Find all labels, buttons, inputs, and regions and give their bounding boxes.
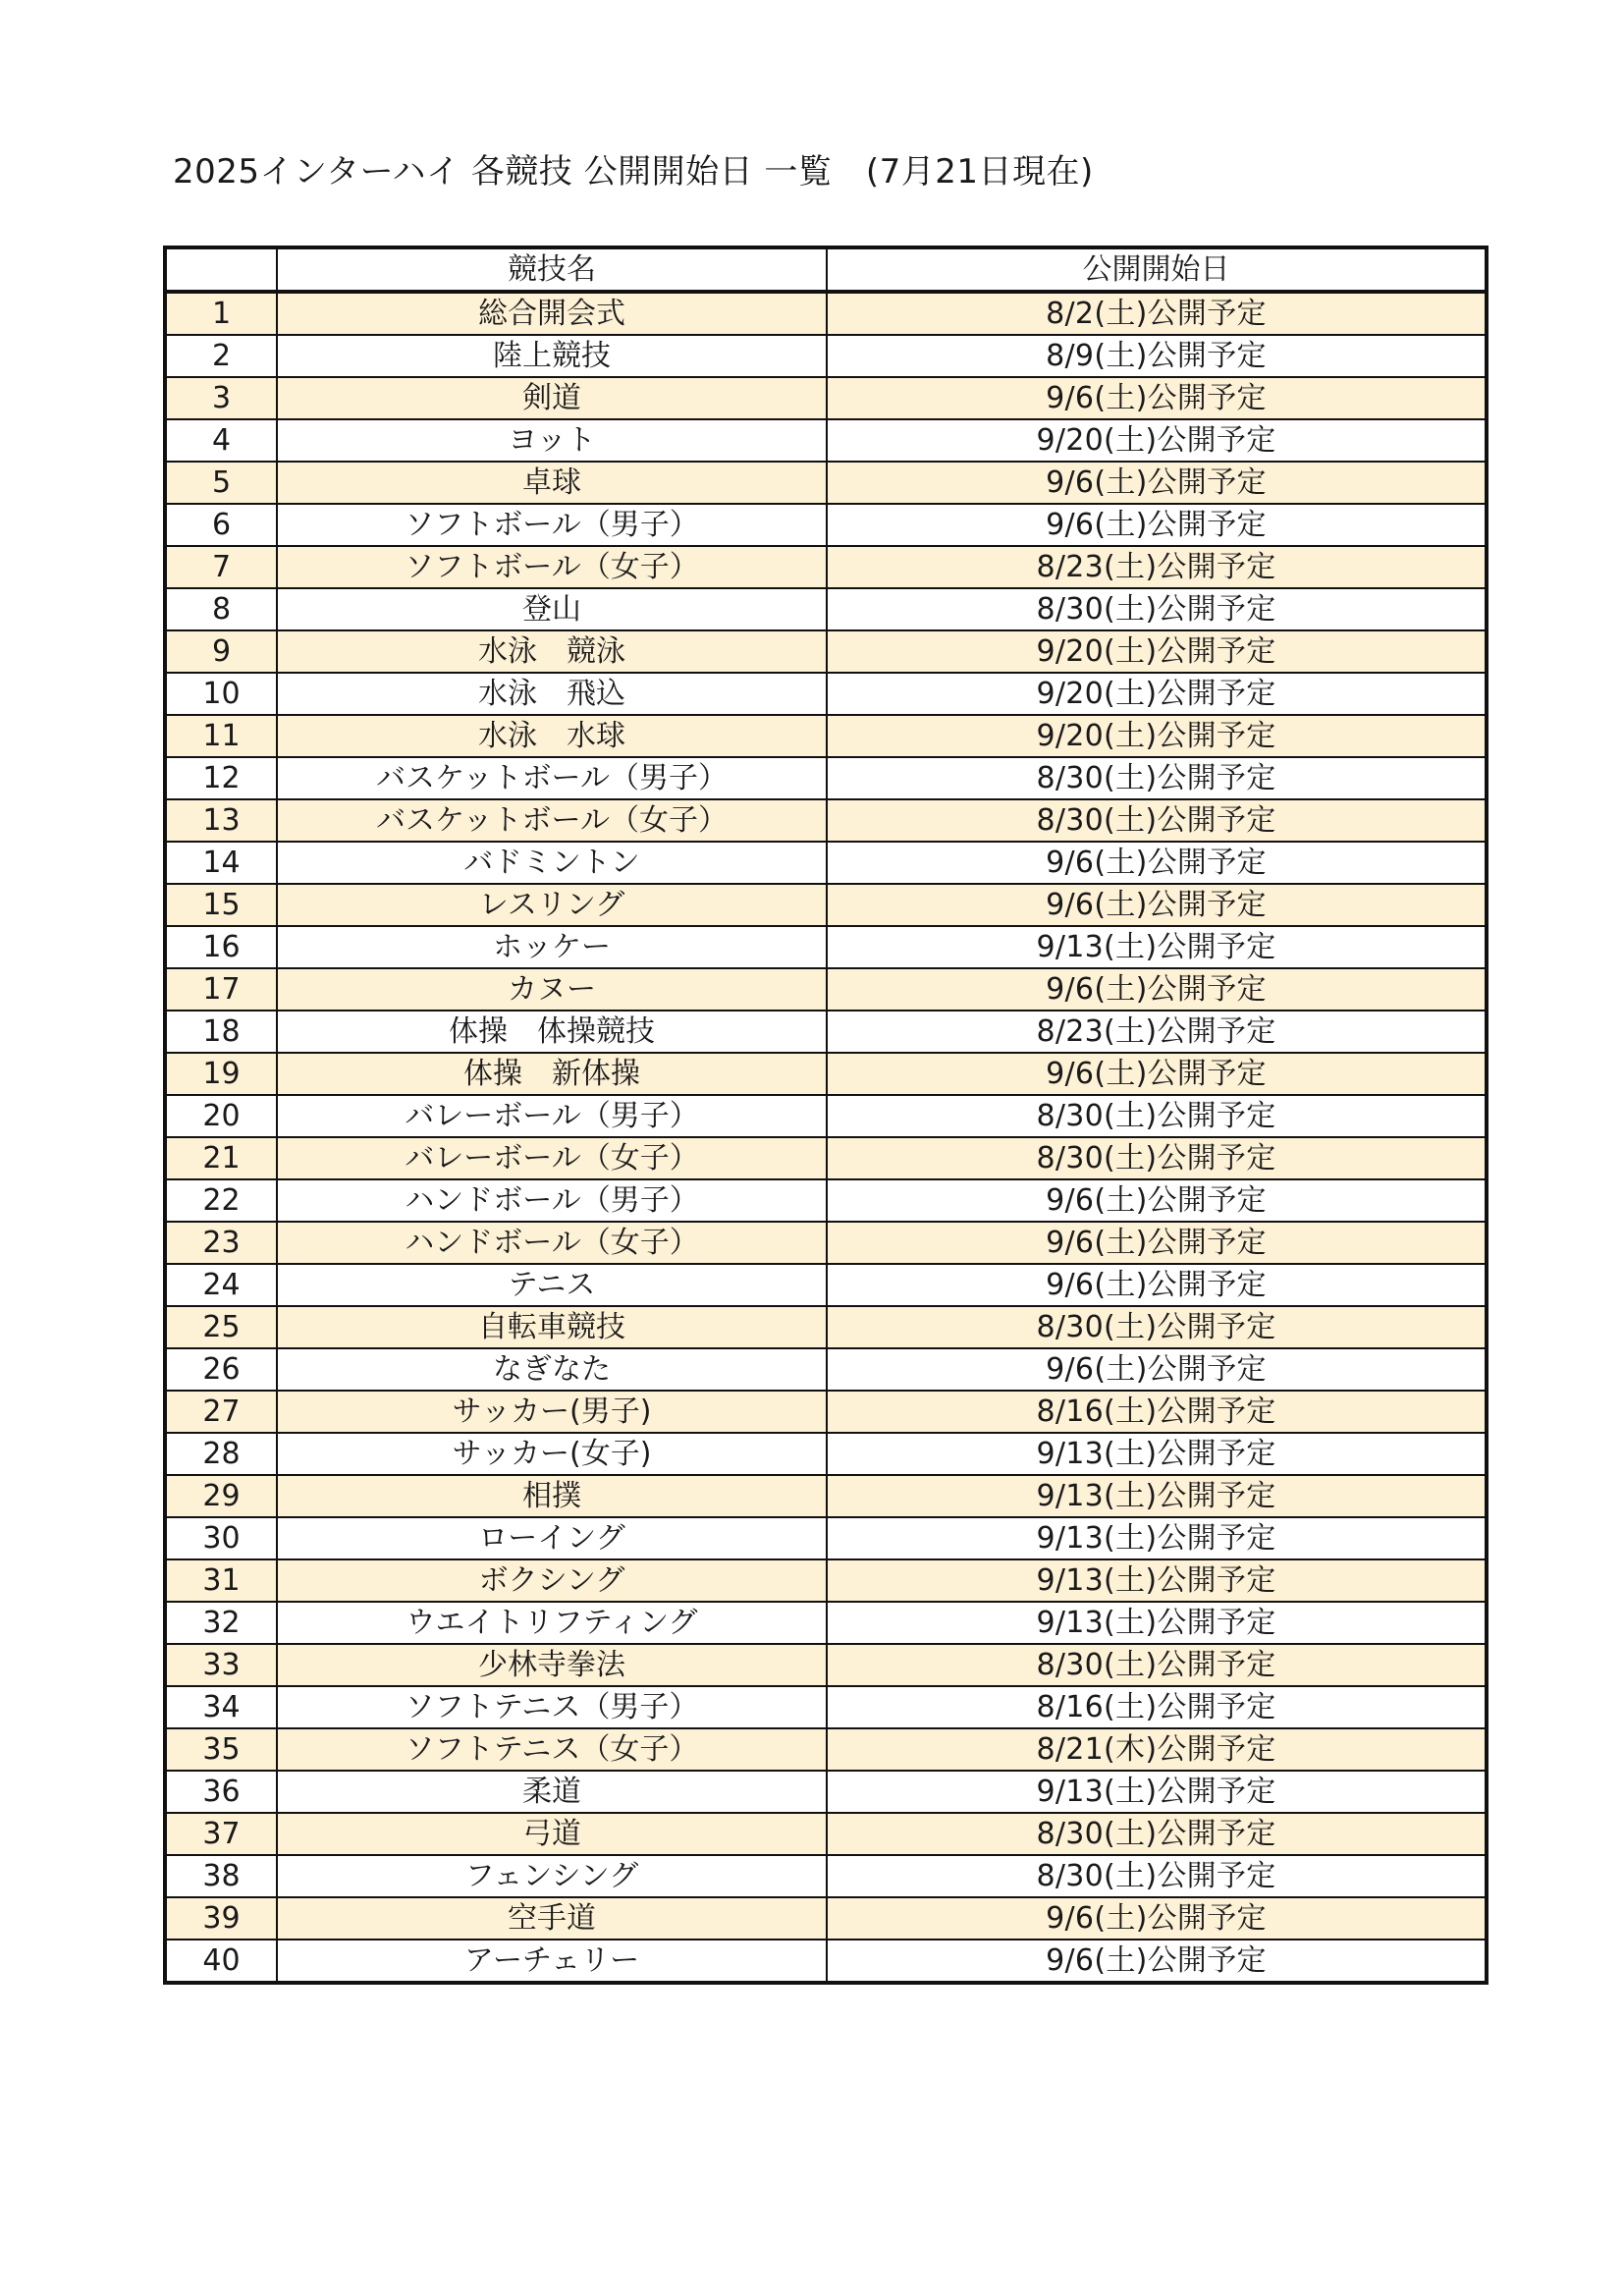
header-sport-name: 競技名 xyxy=(277,247,827,292)
sport-name-cell: バレーボール（男子） xyxy=(277,1095,827,1137)
sport-name-cell: 水泳 競泳 xyxy=(277,630,827,673)
release-date-cell: 8/21(木)公開予定 xyxy=(827,1728,1487,1771)
row-number-cell: 8 xyxy=(165,588,277,630)
release-date-cell: 8/30(土)公開予定 xyxy=(827,1137,1487,1179)
row-number-cell: 5 xyxy=(165,462,277,504)
release-date-cell: 9/13(土)公開予定 xyxy=(827,1433,1487,1475)
sport-name-cell: 総合開会式 xyxy=(277,292,827,335)
table-row xyxy=(165,673,1487,715)
table-row xyxy=(165,757,1487,799)
table-row xyxy=(165,1011,1487,1053)
sport-name-cell: ソフトボール（女子） xyxy=(277,546,827,588)
row-number-cell: 11 xyxy=(165,715,277,757)
row-number-cell: 15 xyxy=(165,884,277,926)
table-row xyxy=(165,1771,1487,1813)
sport-name-cell: バドミントン xyxy=(277,842,827,884)
table-row xyxy=(165,1686,1487,1728)
row-number-cell: 31 xyxy=(165,1559,277,1602)
header-release-date: 公開開始日 xyxy=(827,247,1487,292)
sport-name-cell: ソフトボール（男子） xyxy=(277,504,827,546)
release-date-cell: 9/13(土)公開予定 xyxy=(827,1602,1487,1644)
row-number-cell: 4 xyxy=(165,419,277,462)
table-row xyxy=(165,1940,1487,1983)
release-date-cell: 9/6(土)公開予定 xyxy=(827,1897,1487,1940)
row-number-cell: 14 xyxy=(165,842,277,884)
release-date-cell: 9/13(土)公開予定 xyxy=(827,926,1487,968)
row-number-cell: 1 xyxy=(165,292,277,335)
release-date-cell: 8/16(土)公開予定 xyxy=(827,1686,1487,1728)
sport-name-cell: フェンシング xyxy=(277,1855,827,1897)
table-row xyxy=(165,1137,1487,1179)
table-row xyxy=(165,1855,1487,1897)
table-row xyxy=(165,1222,1487,1264)
table-row xyxy=(165,1053,1487,1095)
row-number-cell: 17 xyxy=(165,968,277,1011)
release-date-cell: 9/13(土)公開予定 xyxy=(827,1517,1487,1559)
row-number-cell: 24 xyxy=(165,1264,277,1306)
sport-name-cell: 弓道 xyxy=(277,1813,827,1855)
release-date-cell: 9/6(土)公開予定 xyxy=(827,504,1487,546)
release-date-cell: 9/6(土)公開予定 xyxy=(827,1053,1487,1095)
sport-name-cell: 体操 体操競技 xyxy=(277,1011,827,1053)
row-number-cell: 27 xyxy=(165,1391,277,1433)
release-date-cell: 9/6(土)公開予定 xyxy=(827,377,1487,419)
row-number-cell: 28 xyxy=(165,1433,277,1475)
table-row xyxy=(165,1348,1487,1391)
row-number-cell: 33 xyxy=(165,1644,277,1686)
sport-name-cell: ヨット xyxy=(277,419,827,462)
table-header xyxy=(165,247,1487,292)
sport-name-cell: ソフトテニス（女子） xyxy=(277,1728,827,1771)
table-row xyxy=(165,715,1487,757)
row-number-cell: 29 xyxy=(165,1475,277,1517)
header-row xyxy=(165,247,1487,292)
row-number-cell: 2 xyxy=(165,335,277,377)
sport-name-cell: ハンドボール（男子） xyxy=(277,1179,827,1222)
table-body xyxy=(165,292,1487,1983)
release-date-cell: 8/30(土)公開予定 xyxy=(827,1644,1487,1686)
release-date-cell: 8/30(土)公開予定 xyxy=(827,757,1487,799)
row-number-cell: 39 xyxy=(165,1897,277,1940)
row-number-cell: 13 xyxy=(165,799,277,842)
table-row xyxy=(165,1475,1487,1517)
sport-name-cell: サッカー(女子) xyxy=(277,1433,827,1475)
table-row xyxy=(165,1728,1487,1771)
sport-name-cell: 少林寺拳法 xyxy=(277,1644,827,1686)
table-row xyxy=(165,588,1487,630)
sport-name-cell: 陸上競技 xyxy=(277,335,827,377)
sport-name-cell: 登山 xyxy=(277,588,827,630)
table-row xyxy=(165,377,1487,419)
row-number-cell: 26 xyxy=(165,1348,277,1391)
header-number xyxy=(165,247,277,292)
row-number-cell: 37 xyxy=(165,1813,277,1855)
release-date-cell: 8/30(土)公開予定 xyxy=(827,588,1487,630)
release-date-cell: 9/13(土)公開予定 xyxy=(827,1559,1487,1602)
row-number-cell: 12 xyxy=(165,757,277,799)
sport-name-cell: 相撲 xyxy=(277,1475,827,1517)
row-number-cell: 19 xyxy=(165,1053,277,1095)
release-date-cell: 9/6(土)公開予定 xyxy=(827,1940,1487,1983)
sport-name-cell: バレーボール（女子） xyxy=(277,1137,827,1179)
sport-name-cell: ボクシング xyxy=(277,1559,827,1602)
release-date-cell: 8/30(土)公開予定 xyxy=(827,1855,1487,1897)
release-date-cell: 9/6(土)公開予定 xyxy=(827,1179,1487,1222)
sport-name-cell: ホッケー xyxy=(277,926,827,968)
release-date-cell: 9/6(土)公開予定 xyxy=(827,884,1487,926)
release-date-cell: 9/6(土)公開予定 xyxy=(827,1348,1487,1391)
row-number-cell: 30 xyxy=(165,1517,277,1559)
table-row xyxy=(165,504,1487,546)
row-number-cell: 40 xyxy=(165,1940,277,1983)
release-date-cell: 8/16(土)公開予定 xyxy=(827,1391,1487,1433)
table-row xyxy=(165,968,1487,1011)
sport-name-cell: バスケットボール（女子） xyxy=(277,799,827,842)
table-row xyxy=(165,630,1487,673)
row-number-cell: 21 xyxy=(165,1137,277,1179)
table-row xyxy=(165,1391,1487,1433)
table-row xyxy=(165,292,1487,335)
table-row xyxy=(165,1559,1487,1602)
release-date-cell: 8/9(土)公開予定 xyxy=(827,335,1487,377)
sport-name-cell: ローイング xyxy=(277,1517,827,1559)
sport-name-cell: 空手道 xyxy=(277,1897,827,1940)
release-date-cell: 9/6(土)公開予定 xyxy=(827,1264,1487,1306)
table-row xyxy=(165,1179,1487,1222)
sport-name-cell: 自転車競技 xyxy=(277,1306,827,1348)
row-number-cell: 18 xyxy=(165,1011,277,1053)
release-date-cell: 9/20(土)公開予定 xyxy=(827,673,1487,715)
page-title: 2025インターハイ 各競技 公開開始日 一覧 (7月21日現在) xyxy=(173,152,1094,191)
release-date-cell: 9/20(土)公開予定 xyxy=(827,419,1487,462)
table-row xyxy=(165,419,1487,462)
release-date-cell: 8/2(土)公開予定 xyxy=(827,292,1487,335)
row-number-cell: 35 xyxy=(165,1728,277,1771)
sport-name-cell: 剣道 xyxy=(277,377,827,419)
sport-name-cell: バスケットボール（男子） xyxy=(277,757,827,799)
row-number-cell: 16 xyxy=(165,926,277,968)
table-row xyxy=(165,462,1487,504)
release-date-cell: 8/30(土)公開予定 xyxy=(827,1095,1487,1137)
table-row xyxy=(165,884,1487,926)
row-number-cell: 22 xyxy=(165,1179,277,1222)
release-date-cell: 8/30(土)公開予定 xyxy=(827,1306,1487,1348)
sport-name-cell: ハンドボール（女子） xyxy=(277,1222,827,1264)
sport-name-cell: 体操 新体操 xyxy=(277,1053,827,1095)
row-number-cell: 36 xyxy=(165,1771,277,1813)
release-date-cell: 9/6(土)公開予定 xyxy=(827,1222,1487,1264)
table-row xyxy=(165,926,1487,968)
release-date-cell: 8/23(土)公開予定 xyxy=(827,1011,1487,1053)
table-row xyxy=(165,335,1487,377)
row-number-cell: 32 xyxy=(165,1602,277,1644)
row-number-cell: 3 xyxy=(165,377,277,419)
table-row xyxy=(165,799,1487,842)
release-date-cell: 9/13(土)公開予定 xyxy=(827,1475,1487,1517)
sport-name-cell: なぎなた xyxy=(277,1348,827,1391)
sport-name-cell: サッカー(男子) xyxy=(277,1391,827,1433)
row-number-cell: 9 xyxy=(165,630,277,673)
schedule-table xyxy=(163,246,1489,1985)
release-date-cell: 9/20(土)公開予定 xyxy=(827,715,1487,757)
row-number-cell: 34 xyxy=(165,1686,277,1728)
sport-name-cell: 卓球 xyxy=(277,462,827,504)
row-number-cell: 7 xyxy=(165,546,277,588)
sport-name-cell: レスリング xyxy=(277,884,827,926)
sport-name-cell: ウエイトリフティング xyxy=(277,1602,827,1644)
release-date-cell: 9/6(土)公開予定 xyxy=(827,842,1487,884)
release-date-cell: 8/23(土)公開予定 xyxy=(827,546,1487,588)
sport-name-cell: 柔道 xyxy=(277,1771,827,1813)
release-date-cell: 8/30(土)公開予定 xyxy=(827,1813,1487,1855)
release-date-cell: 8/30(土)公開予定 xyxy=(827,799,1487,842)
release-date-cell: 9/13(土)公開予定 xyxy=(827,1771,1487,1813)
sport-name-cell: 水泳 水球 xyxy=(277,715,827,757)
table-row xyxy=(165,1813,1487,1855)
sport-name-cell: テニス xyxy=(277,1264,827,1306)
row-number-cell: 38 xyxy=(165,1855,277,1897)
row-number-cell: 20 xyxy=(165,1095,277,1137)
release-date-cell: 9/6(土)公開予定 xyxy=(827,462,1487,504)
table-row xyxy=(165,1897,1487,1940)
table-row xyxy=(165,1306,1487,1348)
table-row xyxy=(165,1644,1487,1686)
table-row xyxy=(165,1602,1487,1644)
table-row xyxy=(165,1433,1487,1475)
row-number-cell: 10 xyxy=(165,673,277,715)
row-number-cell: 6 xyxy=(165,504,277,546)
sport-name-cell: ソフトテニス（男子） xyxy=(277,1686,827,1728)
release-date-cell: 9/20(土)公開予定 xyxy=(827,630,1487,673)
table-row xyxy=(165,1095,1487,1137)
row-number-cell: 25 xyxy=(165,1306,277,1348)
table-row xyxy=(165,842,1487,884)
table-row xyxy=(165,1264,1487,1306)
table-row xyxy=(165,546,1487,588)
sport-name-cell: アーチェリー xyxy=(277,1940,827,1983)
sport-name-cell: カヌー xyxy=(277,968,827,1011)
release-date-cell: 9/6(土)公開予定 xyxy=(827,968,1487,1011)
table-row xyxy=(165,1517,1487,1559)
sport-name-cell: 水泳 飛込 xyxy=(277,673,827,715)
row-number-cell: 23 xyxy=(165,1222,277,1264)
